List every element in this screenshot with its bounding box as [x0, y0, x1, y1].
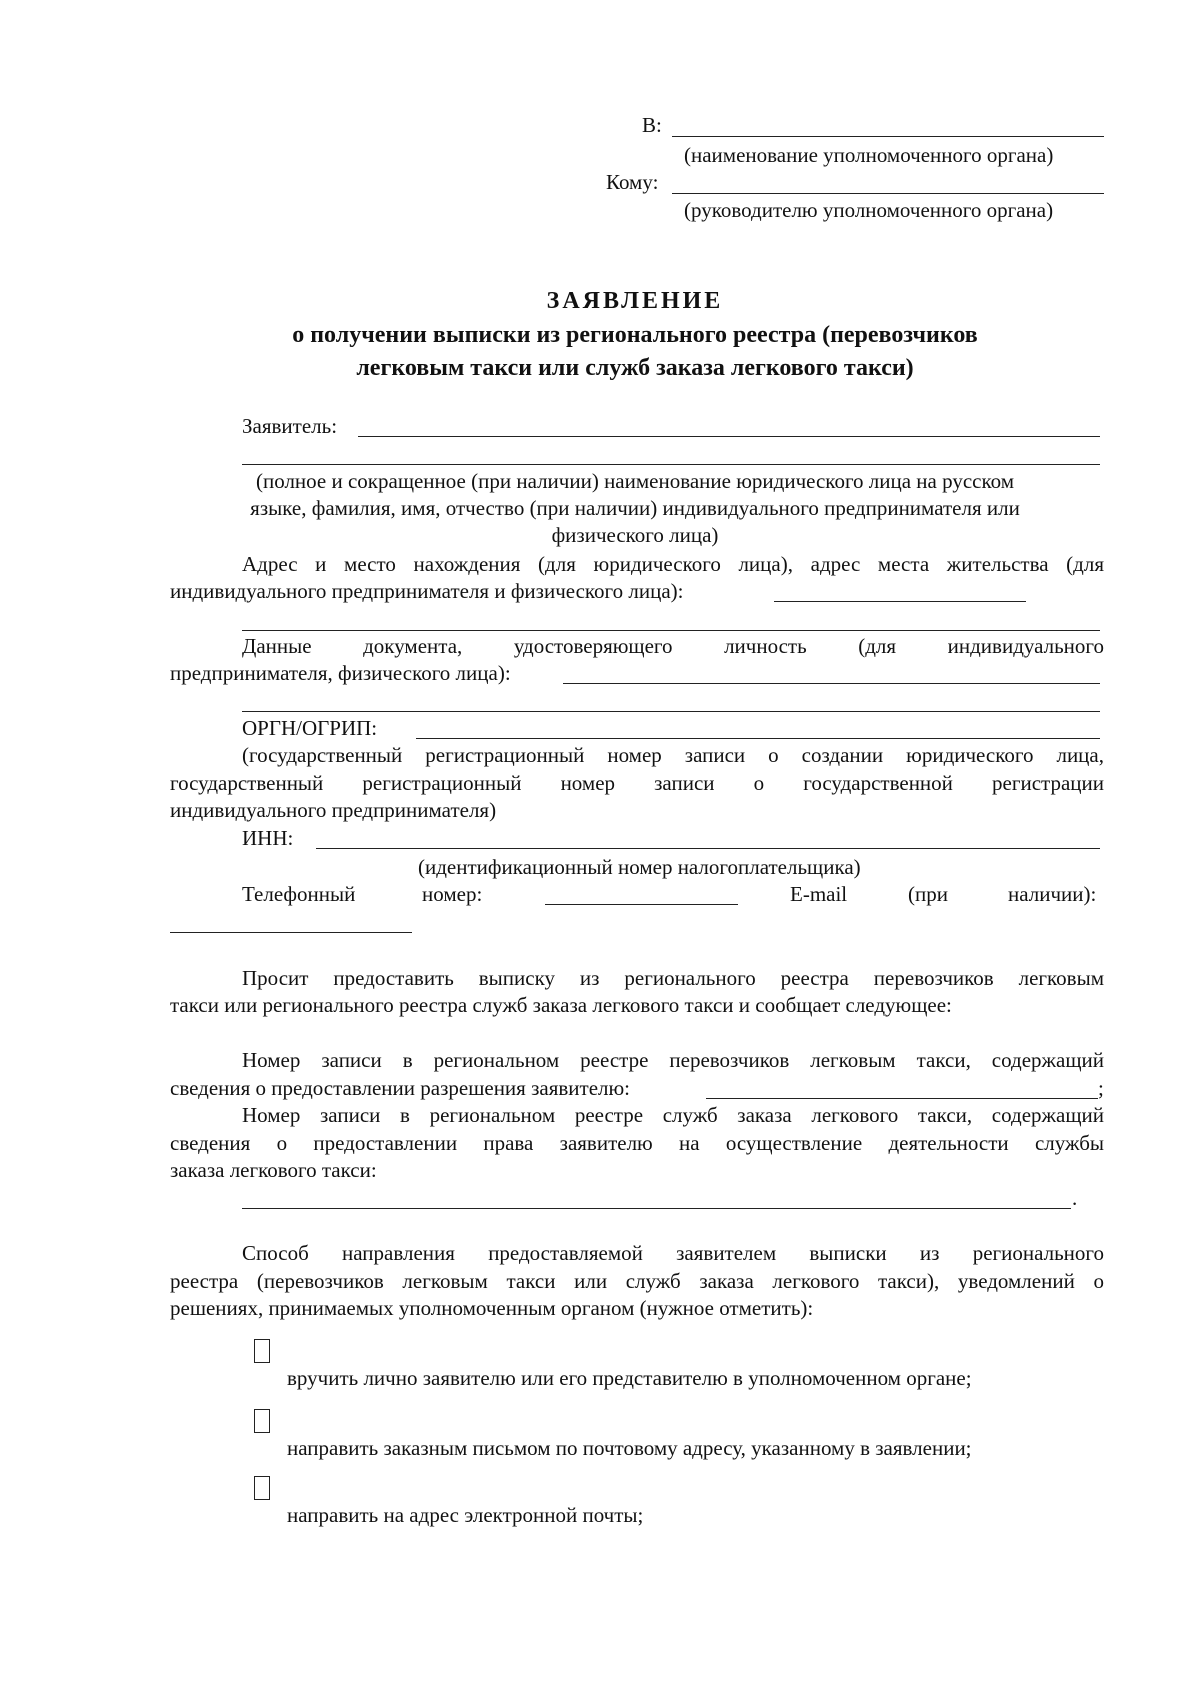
- inn-caption: (идентификационный номер налогоплательщика): [418, 855, 861, 879]
- record2-end-mark: .: [1072, 1186, 1078, 1210]
- identity-text-line1: Данные документа, удостоверяющего личность (для индивидуального: [242, 634, 1104, 658]
- ogrn-caption-line3: индивидуального предпринимателя): [170, 798, 497, 822]
- record1-field-line[interactable]: [706, 1098, 1098, 1099]
- option3-label: направить на адрес электронной почты;: [287, 1503, 644, 1527]
- ogrn-field-line[interactable]: [416, 738, 1100, 739]
- identity-field-line-2[interactable]: [242, 711, 1100, 712]
- inn-field-line[interactable]: [316, 848, 1100, 849]
- identity-field-line[interactable]: [563, 683, 1100, 684]
- applicant-caption-line2: языке, фамилия, имя, отчество (при наличии) индивидуального предпринимателя или: [250, 496, 1020, 520]
- phone-field-line[interactable]: [545, 904, 738, 905]
- option2-label: направить заказным письмом по почтовому адресу, указанному в заявлении;: [287, 1436, 972, 1460]
- ogrn-caption-line2: государственный регистрационный номер записи о государственной регистрации: [170, 771, 1104, 795]
- to-field-line[interactable]: [672, 136, 1104, 137]
- whom-caption: (руководителю уполномоченного органа): [684, 198, 1054, 222]
- option1-label: вручить лично заявителю или его представителю в уполномоченном органе;: [287, 1366, 972, 1390]
- whom-field-line[interactable]: [672, 193, 1104, 194]
- to-label: В:: [642, 113, 662, 137]
- request-text-line2: такси или регионального реестра служб заказа легкового такси и сообщает следующее:: [170, 993, 952, 1017]
- option1-checkbox[interactable]: [254, 1339, 270, 1363]
- record2-field-line[interactable]: [242, 1208, 1071, 1209]
- option2-checkbox[interactable]: [254, 1409, 270, 1433]
- applicant-caption-line3: физического лица): [551, 523, 719, 547]
- address-field-line-2[interactable]: [242, 630, 1100, 631]
- email-label-word2: (при: [908, 882, 948, 906]
- whom-label: Кому:: [606, 170, 659, 194]
- record1-text-line2: сведения о предоставлении разрешения заявителю:: [170, 1076, 631, 1100]
- document-title: ЗАЯВЛЕНИЕ: [546, 288, 724, 314]
- email-field-line[interactable]: [170, 932, 412, 933]
- record2-text-line2: сведения о предоставлении права заявителю на осуществление деятельности службы: [170, 1131, 1104, 1155]
- method-text-line3: решениях, принимаемых уполномоченным органом (нужное отметить):: [170, 1296, 814, 1320]
- phone-label-word1: Телефонный: [242, 882, 356, 906]
- email-label-word3: наличии):: [1008, 882, 1097, 906]
- to-caption: (наименование уполномоченного органа): [684, 143, 1054, 167]
- address-text-line1: Адрес и место нахождения (для юридического лица), адрес места жительства (для: [242, 552, 1104, 576]
- record1-text-line1: Номер записи в региональном реестре перевозчиков легковым такси, содержащий: [242, 1048, 1104, 1072]
- applicant-caption-line1: (полное и сокращенное (при наличии) наименование юридического лица на русском: [255, 469, 1015, 493]
- method-text-line2: реестра (перевозчиков легковым такси или служб заказа легкового такси), уведомлений о: [170, 1269, 1104, 1293]
- method-text-line1: Способ направления предоставляемой заявителем выписки из регионального: [242, 1241, 1104, 1265]
- email-label-word1: E-mail: [790, 882, 848, 906]
- identity-text-line2: предпринимателя, физического лица):: [170, 661, 511, 685]
- request-text-line1: Просит предоставить выписку из регионального реестра перевозчиков легковым: [242, 966, 1104, 990]
- applicant-field-line-2[interactable]: [242, 464, 1100, 465]
- applicant-label: Заявитель:: [242, 414, 338, 438]
- record2-text-line1: Номер записи в региональном реестре служб заказа легкового такси, содержащий: [242, 1103, 1104, 1127]
- document-subtitle-line1: о получении выписки из регионального реестра (перевозчиков: [292, 322, 978, 348]
- address-field-line[interactable]: [774, 601, 1026, 602]
- record1-end-mark: ;: [1098, 1076, 1104, 1100]
- phone-label-word2: номер:: [422, 882, 483, 906]
- address-text-line2: индивидуального предпринимателя и физического лица):: [170, 579, 684, 603]
- option3-checkbox[interactable]: [254, 1476, 270, 1500]
- applicant-field-line[interactable]: [358, 436, 1100, 437]
- record2-text-line3: заказа легкового такси:: [170, 1158, 377, 1182]
- ogrn-label: ОРГН/ОГРИП:: [242, 716, 378, 740]
- document-subtitle-line2: легковым такси или служб заказа легкового такси): [356, 355, 914, 381]
- inn-label: ИНН:: [242, 826, 294, 850]
- ogrn-caption-line1: (государственный регистрационный номер записи о создании юридического лица,: [242, 743, 1104, 767]
